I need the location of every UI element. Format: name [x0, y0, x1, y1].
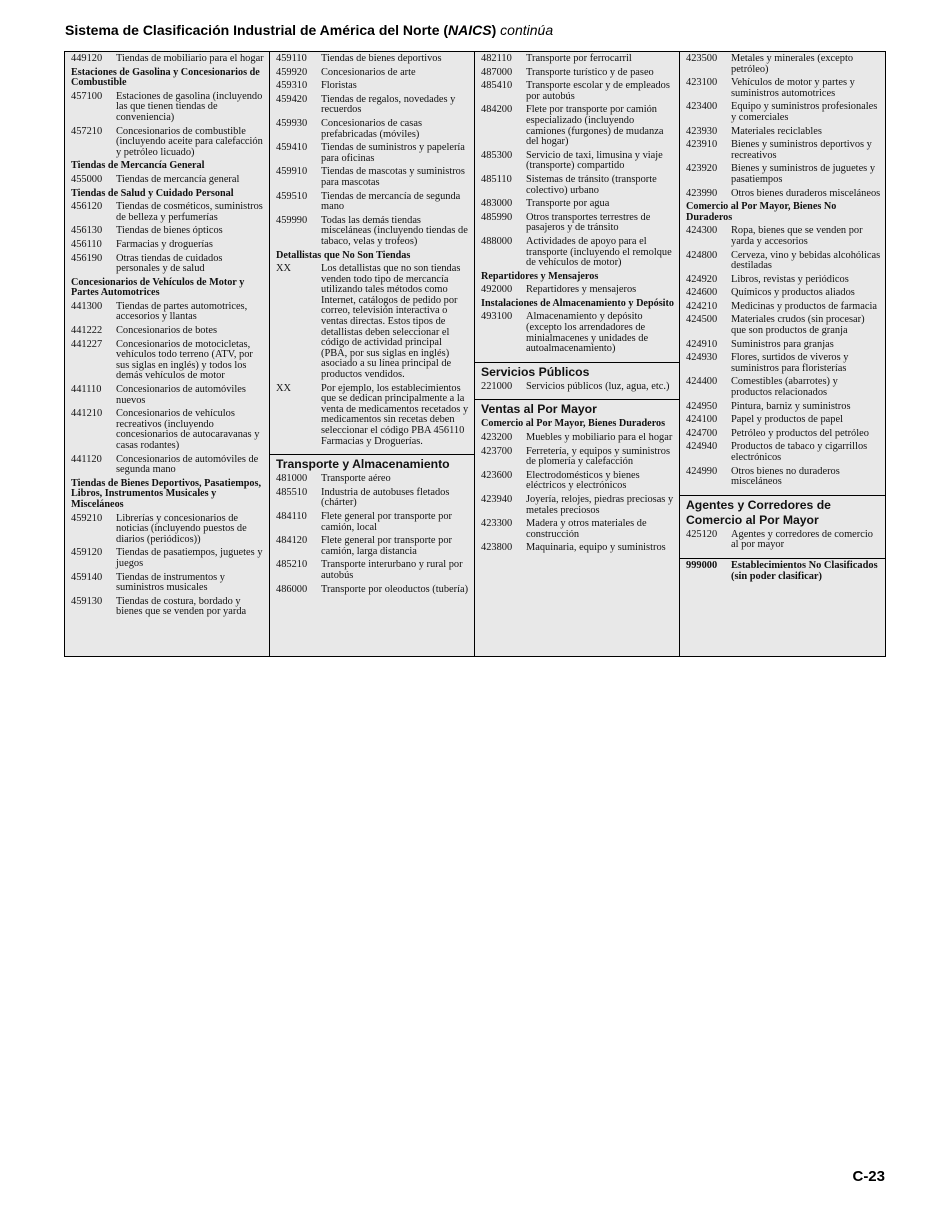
- naics-entry: [686, 226, 881, 247]
- subsection-heading: Comercio al Por Mayor, Bienes Duraderos: [481, 418, 666, 430]
- naics-entry: [481, 54, 675, 65]
- naics-description: Tiendas de bienes deportivos: [321, 53, 442, 64]
- subsection-heading: Estaciones de Gasolina y Concesionarios de Combustible: [71, 66, 260, 89]
- naics-description: Materiales crudos (sin procesar) que son productos de granja: [731, 314, 865, 337]
- naics-description: Joyería, relojes, piedras preciosas y metales preciosos: [526, 494, 674, 516]
- naics-description: Transporte escolar y de empleados por autobús: [526, 80, 670, 102]
- naics-entry: [71, 92, 265, 124]
- naics-entry: [686, 78, 881, 99]
- naics-code: 488000: [481, 235, 513, 247]
- naics-code: 485210: [276, 559, 308, 571]
- naics-entry: [481, 447, 675, 468]
- naics-code: 423200: [481, 432, 513, 444]
- page-title: Sistema de Clasificación Industrial de América del Norte (NAICS) continúa: [65, 22, 554, 38]
- naics-description: Pintura, barniz y suministros: [731, 400, 851, 412]
- naics-code: 457210: [71, 125, 103, 137]
- naics-description: Cerveza, vino y bebidas alcohólicas destiladas: [731, 249, 881, 272]
- naics-code: 424950: [686, 400, 718, 412]
- panel-transport: [270, 454, 474, 656]
- naics-code: 459140: [71, 571, 103, 583]
- naics-entry: [276, 585, 470, 596]
- naics-code: 423920: [686, 163, 718, 175]
- naics-code: 424800: [686, 249, 718, 261]
- naics-entry: [71, 254, 265, 275]
- naics-code: 456120: [71, 201, 103, 213]
- naics-description: Tiendas de pasatiempos, juguetes y juegos: [116, 547, 263, 569]
- naics-code: 423100: [686, 77, 718, 89]
- column-3: [475, 52, 680, 656]
- naics-code: 441210: [71, 408, 103, 420]
- naics-entry: [686, 377, 881, 398]
- naics-entry: [686, 251, 881, 272]
- naics-description: Productos de tabaco y cigarrillos electrónicos: [731, 441, 868, 463]
- naics-code: 423910: [686, 139, 718, 151]
- naics-description: Electrodomésticos y bienes eléctricos y electrónicos: [526, 469, 640, 492]
- naics-description: Suministros para granjas: [731, 338, 834, 350]
- naics-entry: [481, 68, 675, 79]
- subsection-heading: Repartidores y Mensajeros: [481, 270, 599, 282]
- naics-entry: [276, 119, 470, 140]
- section-heading: Agentes y Corredores de Comercio al Por Mayor: [686, 497, 831, 527]
- naics-description: Concesionarios de automóviles de segunda mano: [116, 453, 259, 476]
- naics-description: Concesionarios de vehículos recreativos (incluyendo concesionarios de autocaravanas y casas rodantes): [116, 408, 260, 451]
- naics-code: 484200: [481, 104, 513, 116]
- naics-entry: [481, 433, 675, 444]
- subsection-heading: Tiendas de Salud y Cuidado Personal: [71, 187, 234, 199]
- naics-entry: [71, 175, 265, 186]
- naics-entry: [481, 285, 675, 296]
- column-4: [680, 52, 885, 656]
- naics-description: Estaciones de gasolina (incluyendo las que tienen tiendas de conveniencia): [116, 90, 263, 123]
- naics-code: 485510: [276, 486, 308, 498]
- naics-code: 485300: [481, 149, 513, 161]
- naics-entry: [481, 471, 675, 492]
- subsection-heading: Tiendas de Mercancía General: [71, 160, 205, 172]
- naics-description: Los detallistas que no son tiendas venden todo tipo de mercancía utilizando tales métodos como Internet, catálogos de pedido por correo, televisión interactiva o ventas directas. Estos tipos de detallistas deben seleccionar el código de actividad principal (PBA, por sus siglas en inglés) asociado a su línea principal de productos vendidos.: [321, 263, 461, 381]
- naics-entry: [481, 175, 675, 196]
- naics-entry: [686, 340, 881, 351]
- naics-entry: [71, 54, 265, 65]
- naics-entry: [481, 105, 675, 147]
- naics-code: 424910: [686, 338, 718, 350]
- naics-code: 482110: [481, 53, 512, 64]
- naics-description: Concesionarios de arte: [321, 66, 416, 78]
- naics-code: 459210: [71, 512, 103, 524]
- naics-code: 424300: [686, 225, 718, 237]
- naics-description: Tiendas de suministros y papelería para oficinas: [321, 142, 465, 164]
- naics-description: Materiales reciclables: [731, 125, 822, 137]
- naics-description: Papel y productos de papel: [731, 414, 843, 426]
- naics-entry: [276, 192, 470, 213]
- naics-description: Floristas: [321, 80, 357, 92]
- naics-description: Flores, surtidos de viveros y suministros para floristerías: [731, 352, 849, 374]
- naics-description: Transporte por agua: [526, 198, 610, 210]
- naics-entry: [276, 81, 470, 92]
- naics-description: Almacenamiento y depósito (excepto los arrendadores de minialmacenes y unidades de autoalmacenamiento): [526, 311, 649, 355]
- naics-code: 423940: [481, 494, 513, 505]
- panel-utilities: [475, 362, 679, 400]
- naics-description: Tiendas de mercancía de segunda mano: [321, 190, 461, 213]
- naics-description: Flete por transporte por camión especializado (incluyendo camiones (furgones) de mudanza del hogar): [526, 104, 664, 148]
- naics-entry: [686, 140, 881, 161]
- naics-description: Muebles y mobiliario para el hogar: [526, 432, 673, 444]
- naics-code: 459990: [276, 214, 308, 226]
- naics-entry: [71, 548, 265, 569]
- naics-code: 423300: [481, 518, 513, 530]
- naics-code: 441300: [71, 300, 103, 312]
- naics-code: 459110: [276, 53, 307, 64]
- naics-entry: [686, 429, 881, 440]
- naics-entry: [276, 68, 470, 79]
- naics-code: 423500: [686, 53, 718, 64]
- naics-description: Concesionarios de motocicletas, vehículos todo terreno (ATV, por sus siglas en inglés) y todos los demás vehículos de motor: [116, 338, 253, 382]
- naics-entry: [481, 543, 675, 554]
- naics-code: 459910: [276, 166, 308, 178]
- naics-code: 456130: [71, 225, 103, 237]
- naics-description: Agentes y corredores de comercio al por mayor: [731, 528, 873, 551]
- naics-entry: [276, 143, 470, 164]
- column-2: [270, 52, 475, 656]
- naics-entry: [276, 560, 470, 581]
- naics-description: Transporte por oleoductos (tubería): [321, 583, 469, 595]
- naics-entry: [276, 536, 470, 557]
- naics-entry: [276, 167, 470, 188]
- naics-code: 424600: [686, 287, 718, 299]
- naics-code: 423800: [481, 542, 513, 554]
- naics-description: Concesionarios de combustible (incluyendo aceite para calefacción y petróleo licuado): [116, 125, 263, 158]
- naics-code: 423600: [481, 469, 513, 481]
- naics-entry: [71, 455, 265, 476]
- panel-agents: [680, 495, 885, 558]
- naics-entry: [276, 488, 470, 509]
- naics-entry: [71, 202, 265, 223]
- naics-code: 459420: [276, 93, 308, 105]
- naics-description: Concesionarios de botes: [116, 325, 217, 337]
- naics-description: Tiendas de mobiliario para el hogar: [116, 53, 264, 64]
- naics-description: Bienes y suministros deportivos y recreativos: [731, 139, 872, 161]
- naics-code: 424400: [686, 376, 718, 388]
- naics-entry: [686, 442, 881, 463]
- naics-description: Servicio de taxi, limusina y viaje (transporte) compartido: [526, 149, 663, 172]
- naics-code: 423700: [481, 445, 513, 457]
- naics-table: [64, 51, 886, 657]
- section-heading: Ventas al Por Mayor: [481, 402, 597, 417]
- naics-entry: [686, 164, 881, 185]
- naics-entry: [686, 402, 881, 413]
- subsection-heading: Concesionarios de Vehículos de Motor y Partes Automotrices: [71, 276, 245, 299]
- naics-description: Petróleo y productos del petróleo: [731, 427, 869, 439]
- naics-entry: [71, 597, 265, 618]
- naics-code: 999000: [686, 559, 718, 571]
- naics-code: 483000: [481, 198, 513, 210]
- naics-entry: [686, 127, 881, 138]
- naics-code: 486000: [276, 583, 308, 595]
- naics-code: 493100: [481, 311, 513, 323]
- naics-description: Otros transportes terrestres de pasajeros y de tránsito: [526, 211, 651, 234]
- naics-description: Actividades de apoyo para el transporte (incluyendo el remolque de vehículos de motor): [526, 235, 672, 269]
- naics-code: 423930: [686, 125, 718, 137]
- naics-code: 423990: [686, 187, 718, 199]
- section-heading: Transporte y Almacenamiento: [276, 457, 450, 472]
- naics-code: 424920: [686, 273, 718, 285]
- naics-entry: [481, 495, 675, 516]
- naics-entry: [276, 512, 470, 533]
- naics-description: Otras tiendas de cuidados personales y de salud: [116, 252, 223, 275]
- naics-entry: [276, 264, 470, 381]
- naics-code: 221000: [481, 380, 513, 392]
- naics-code: 441110: [71, 384, 102, 396]
- naics-description: Tiendas de cosméticos, suministros de belleza y perfumerías: [116, 201, 263, 223]
- naics-entry: [686, 275, 881, 286]
- naics-entry: [686, 189, 881, 200]
- naics-description: Medicinas y productos de farmacia: [731, 300, 877, 312]
- panel-retail-1: [65, 52, 269, 656]
- naics-description: Todas las demás tiendas misceláneas (incluyendo tiendas de tabaco, velas y trofeos): [321, 214, 468, 247]
- naics-entry: [481, 237, 675, 269]
- naics-entry: [71, 226, 265, 237]
- naics-description: Tiendas de instrumentos y suministros musicales: [116, 571, 226, 594]
- naics-entry: [71, 340, 265, 382]
- naics-code: 459130: [71, 595, 103, 607]
- subsection-heading: Instalaciones de Almacenamiento y Depósito: [481, 297, 674, 309]
- naics-entry: [71, 240, 265, 251]
- naics-entry: [686, 302, 881, 313]
- naics-code: 424940: [686, 441, 718, 453]
- panel-unclassified: [680, 558, 885, 656]
- naics-description: Equipo y suministros profesionales y comerciales: [731, 101, 878, 123]
- page-number: C-23: [852, 1168, 885, 1185]
- naics-description: Por ejemplo, los establecimientos que se dedican principalmente a la venta de medicamentos recetados y medicamentos sin recetas deben seleccionar el código PBA 456110 Farmacias y Droguerías.: [321, 382, 469, 447]
- naics-description: Ropa, bienes que se venden por yarda y accesorios: [731, 225, 863, 247]
- subsection-heading: Detallistas que No Son Tiendas: [276, 249, 411, 261]
- naics-entry: [686, 353, 881, 374]
- naics-code: XX: [276, 382, 292, 394]
- naics-code: 487000: [481, 66, 513, 78]
- naics-code: 424990: [686, 465, 718, 477]
- naics-description: Servicios públicos (luz, agua, etc.): [526, 380, 670, 392]
- naics-entry: [71, 573, 265, 594]
- naics-entry: [481, 382, 675, 393]
- naics-code: 456110: [71, 238, 102, 250]
- naics-description: Transporte por ferrocarril: [526, 53, 632, 64]
- naics-entry: [686, 315, 881, 336]
- naics-description: Transporte interurbano y rural por autobús: [321, 559, 463, 581]
- naics-description: Transporte aéreo: [321, 473, 391, 485]
- naics-description: Tiendas de bienes ópticos: [116, 225, 223, 237]
- naics-entry: [481, 199, 675, 210]
- naics-code: 449120: [71, 53, 103, 64]
- naics-entry: [71, 326, 265, 337]
- naics-entry: [686, 530, 881, 551]
- naics-code: 441120: [71, 453, 102, 465]
- naics-entry: [686, 54, 881, 75]
- naics-code: 424210: [686, 300, 718, 312]
- subsection-heading: Tiendas de Bienes Deportivos, Pasatiempos, Libros, Instrumentos Musicales y Misceláneos: [71, 477, 261, 510]
- naics-code: 484110: [276, 510, 307, 522]
- naics-entry: [686, 102, 881, 123]
- naics-description: Ferretería, y equipos y suministros de plomería y calefacción: [526, 445, 671, 468]
- panel-wholesale: [475, 399, 679, 656]
- naics-code: 424930: [686, 352, 718, 364]
- naics-description: Vehículos de motor y partes y suministros automotrices: [731, 77, 855, 99]
- naics-code: 484120: [276, 535, 308, 547]
- naics-entry: [276, 216, 470, 248]
- naics-code: 424100: [686, 414, 718, 426]
- naics-code: 457100: [71, 90, 103, 102]
- naics-code: 441227: [71, 338, 103, 350]
- subsection-heading: Comercio al Por Mayor, Bienes No Duraderos: [686, 201, 837, 223]
- column-1: [65, 52, 270, 656]
- naics-code: 485410: [481, 80, 513, 92]
- naics-description: Comestibles (abarrotes) y productos relacionados: [731, 376, 838, 399]
- naics-code: 485110: [481, 173, 512, 185]
- naics-code: 459930: [276, 117, 308, 129]
- naics-entry: [71, 409, 265, 451]
- naics-description: Establecimientos No Clasificados (sin poder clasificar): [731, 559, 878, 582]
- naics-entry: [686, 467, 881, 488]
- naics-entry: [71, 385, 265, 406]
- naics-description: Metales y minerales (excepto petróleo): [731, 53, 854, 75]
- naics-description: Libros, revistas y periódicos: [731, 273, 849, 285]
- naics-code: 459410: [276, 142, 308, 154]
- naics-description: Tiendas de costura, bordado y bienes que se venden por yarda: [116, 595, 247, 618]
- naics-description: Tiendas de mascotas y suministros para mascotas: [321, 166, 465, 188]
- naics-description: Tiendas de mercancía general: [116, 173, 240, 185]
- naics-code: 459510: [276, 190, 308, 202]
- naics-entry: [276, 95, 470, 116]
- naics-description: Otros bienes duraderos misceláneos: [731, 187, 881, 199]
- naics-entry: [481, 151, 675, 172]
- section-heading: Servicios Públicos: [481, 364, 590, 379]
- naics-code: 485990: [481, 211, 513, 223]
- naics-entry: [71, 514, 265, 546]
- panel-transport-2: [475, 52, 679, 362]
- naics-entry: [481, 312, 675, 354]
- naics-description: Maquinaria, equipo y suministros: [526, 542, 666, 554]
- naics-code: 459920: [276, 66, 308, 78]
- naics-code: 424500: [686, 314, 718, 326]
- naics-entry: [71, 127, 265, 159]
- panel-retail-2: [270, 52, 474, 454]
- naics-description: Tiendas de regalos, novedades y recuerdos: [321, 93, 456, 116]
- naics-code: 492000: [481, 284, 513, 296]
- naics-description: Farmacias y droguerías: [116, 238, 213, 250]
- naics-description: Tiendas de partes automotrices, accesorios y llantas: [116, 300, 248, 323]
- naics-description: Otros bienes no duraderos misceláneos: [731, 465, 840, 488]
- naics-code: 455000: [71, 173, 103, 185]
- naics-code: 425120: [686, 528, 718, 540]
- naics-description: Bienes y suministros de juguetes y pasatiempos: [731, 163, 876, 185]
- naics-entry: [276, 54, 470, 65]
- naics-description: Flete general por transporte por camión, larga distancia: [321, 535, 452, 557]
- naics-description: Químicos y productos aliados: [731, 287, 855, 299]
- naics-description: Transporte turístico y de paseo: [526, 66, 654, 78]
- naics-code: 459310: [276, 80, 308, 92]
- naics-code: XX: [276, 263, 292, 275]
- naics-description: Concesionarios de casas prefabricadas (móviles): [321, 117, 422, 140]
- naics-entry: [686, 288, 881, 299]
- naics-entry: [481, 213, 675, 234]
- panel-wholesale-2: [680, 52, 885, 495]
- naics-code: 423400: [686, 101, 718, 113]
- naics-description: Industria de autobuses fletados (chárter): [321, 486, 450, 509]
- naics-code: 481000: [276, 473, 308, 485]
- naics-description: Madera y otros materiales de construcción: [526, 518, 647, 540]
- naics-entry: [686, 415, 881, 426]
- naics-code: 441222: [71, 325, 103, 337]
- naics-entry: [481, 519, 675, 540]
- naics-entry: [276, 474, 470, 485]
- naics-entry: [481, 81, 675, 102]
- naics-code: 424700: [686, 427, 718, 439]
- naics-description: Repartidores y mensajeros: [526, 284, 637, 296]
- naics-description: Sistemas de tránsito (transporte colectivo) urbano: [526, 173, 657, 196]
- naics-entry: [276, 384, 470, 448]
- naics-entry: [71, 302, 265, 323]
- naics-code: 456190: [71, 252, 103, 264]
- naics-description: Librerías y concesionarios de noticias (incluyendo puestos de diarios (periódicos)): [116, 512, 247, 545]
- naics-description: Flete general por transporte por camión, local: [321, 510, 452, 533]
- naics-description: Concesionarios de automóviles nuevos: [116, 384, 246, 406]
- naics-code: 459120: [71, 547, 103, 559]
- naics-entry: [686, 561, 881, 582]
